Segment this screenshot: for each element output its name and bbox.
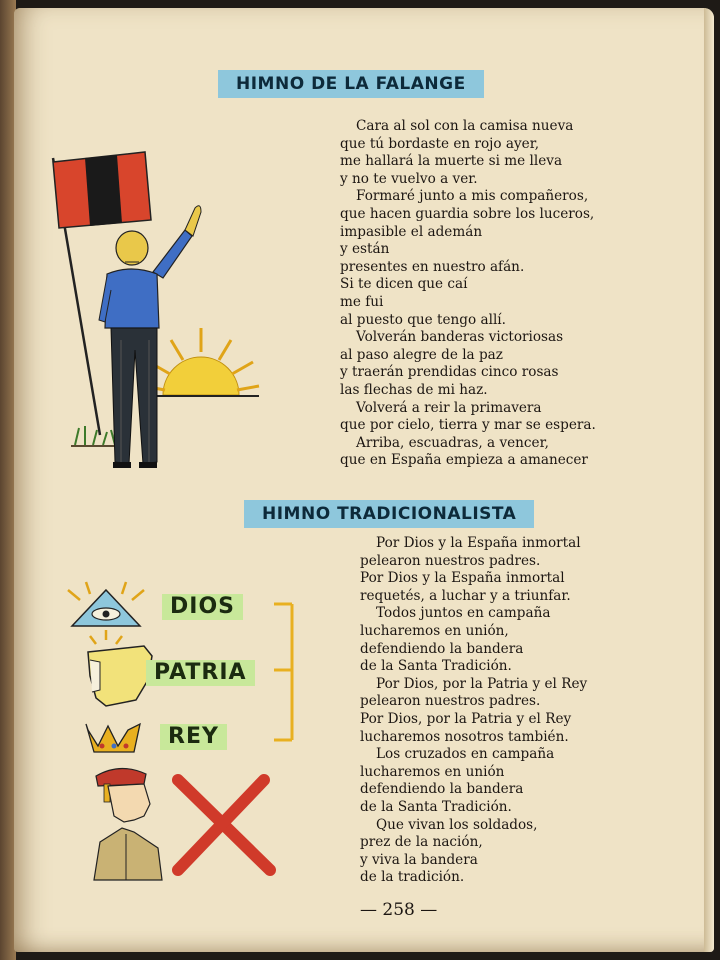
verse-line: Arriba, escuadras, a vencer, <box>356 434 549 451</box>
verse-line: requetés, a luchar y a triunfar. <box>360 587 571 604</box>
verse-line: Cara al sol con la camisa nueva <box>356 118 574 134</box>
eye-of-providence-icon <box>68 582 144 626</box>
rising-sun-icon <box>143 328 259 396</box>
verse-line: Por Dios, por la Patria y el Rey <box>376 675 588 692</box>
verse-line: pelearon nuestros padres. <box>360 552 541 569</box>
verse-line: lucharemos en unión <box>360 763 505 780</box>
verse-line: Por Dios y la España inmortal <box>360 570 565 587</box>
hymn1-text <box>340 118 596 470</box>
verse-line: de la Santa Tradición. <box>360 658 512 675</box>
verse-line: impasible el ademán <box>340 223 483 240</box>
verse-line: y no te vuelvo a ver. <box>340 170 478 187</box>
falange-illustration <box>45 150 265 480</box>
verse-line: presentes en nuestro afán. <box>340 258 525 275</box>
label-rey: REY <box>160 724 227 750</box>
verse-line: al puesto que tengo allí. <box>340 311 506 328</box>
verse-line: las flechas de mi haz. <box>340 381 488 398</box>
verse-line: lucharemos nosotros también. <box>360 728 569 745</box>
verse-line: Si te dicen que caí <box>340 276 468 293</box>
verse-line: Volverá a reir la primavera <box>356 399 542 416</box>
spain-map-icon <box>88 630 152 706</box>
page-edge <box>704 8 714 952</box>
flag-icon <box>53 152 151 228</box>
crown-icon <box>86 724 140 752</box>
verse-line: que en España empieza a amanecer <box>340 452 588 469</box>
verse-line: Formaré junto a mis compañeros, <box>356 188 589 205</box>
verse-line: de la tradición. <box>360 869 465 886</box>
hymn2-text <box>360 535 587 887</box>
hymn2-title: HIMNO TRADICIONALISTA <box>244 500 534 528</box>
requete-soldier-icon <box>94 768 162 880</box>
verse-line: defendiendo la bandera <box>360 781 524 798</box>
verse-line: prez de la nación, <box>360 834 483 851</box>
bracket-line <box>274 604 292 740</box>
verse-line: y traerán prendidas cinco rosas <box>340 364 559 381</box>
label-dios: DIOS <box>162 594 243 620</box>
verse-line: me fui <box>340 293 384 310</box>
saluting-soldier-icon <box>99 206 201 468</box>
verse-line: y viva la bandera <box>360 851 478 868</box>
verse-line: me hallará la muerte si me lleva <box>340 153 563 170</box>
verse-line: Volverán banderas victoriosas <box>356 329 564 346</box>
label-patria: PATRIA <box>146 660 255 686</box>
verse-line: Que vivan los soldados, <box>376 816 538 833</box>
verse-line: al paso alegre de la paz <box>340 346 503 363</box>
verse-line: de la Santa Tradición. <box>360 798 512 815</box>
verse-line: defendiendo la bandera <box>360 640 524 657</box>
cross-of-burgundy-icon <box>178 780 270 870</box>
verse-line: que hacen guardia sobre los luceros, <box>340 205 595 222</box>
hymn1-title: HIMNO DE LA FALANGE <box>218 70 484 98</box>
verse-line: pelearon nuestros padres. <box>360 693 541 710</box>
verse-line: lucharemos en unión, <box>360 622 509 639</box>
verse-line: y están <box>340 241 390 258</box>
verse-line: Por Dios, por la Patria y el Rey <box>360 710 572 727</box>
page-number: — 258 — <box>360 900 438 920</box>
verse-line: Todos juntos en campaña <box>376 605 551 622</box>
verse-line: Los cruzados en campaña <box>376 746 555 763</box>
grass-icon <box>75 426 115 445</box>
verse-line: que tú bordaste en rojo ayer, <box>340 135 540 152</box>
verse-line: que por cielo, tierra y mar se espera. <box>340 417 596 434</box>
verse-line: Por Dios y la España inmortal <box>376 535 581 551</box>
